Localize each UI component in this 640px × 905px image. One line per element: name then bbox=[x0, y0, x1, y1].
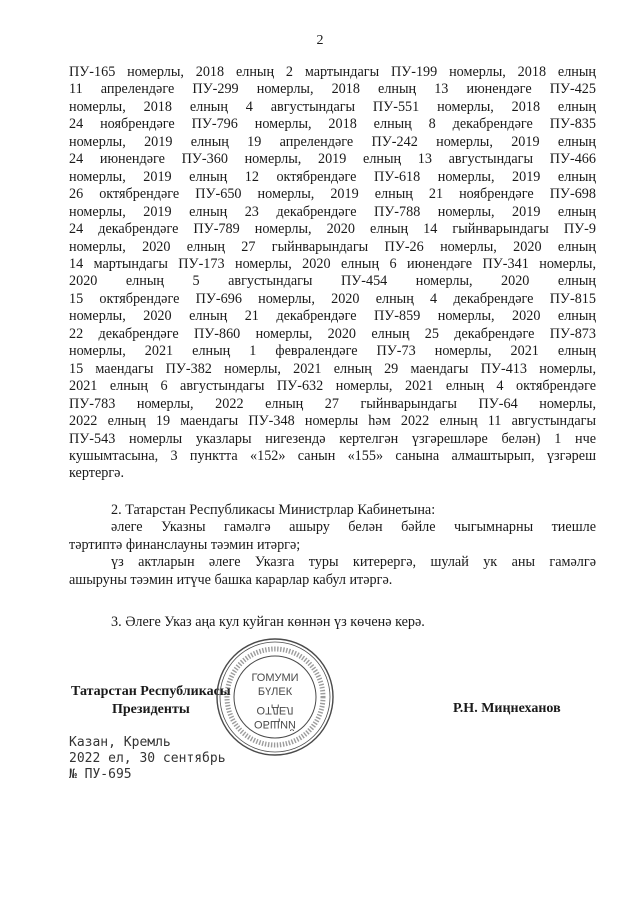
text-line: 24 июнендәге ПУ-360 номерлы, 2019 елның 13 августындагы ПУ-466 bbox=[69, 151, 596, 168]
text-line: номерлы, 2020 елның 21 декабрендәге ПУ-859 номерлы, 2020 елның bbox=[69, 308, 596, 325]
text-line: 15 октябрендәге ПУ-696 номерлы, 2020 елның 4 декабрендәге ПУ-815 bbox=[69, 290, 596, 307]
section-2-item-2-line-2: ашыруны тәэмин итүче башка карарлар кабул итәргә. bbox=[69, 571, 393, 588]
text-line: 2021 елның 6 августындагы ПУ-632 номерлы, 2021 елның 4 октябрендәге bbox=[69, 378, 596, 395]
date-line: 2022 ел, 30 сентябрь bbox=[69, 751, 226, 766]
seal-text-line-2: БҮЛЕК bbox=[257, 686, 293, 698]
signature-title-line-1: Татарстан Республикасы bbox=[71, 684, 231, 699]
text-line: ПУ-543 номерлы указлары нигезендә кертелгән үзгәрешләре белән) 1 нче bbox=[69, 430, 596, 447]
text-line: номерлы, 2019 елның 12 октябрендәге ПУ-618 номерлы, 2019 елның bbox=[69, 168, 596, 185]
text-line: номерлы, 2019 елның 19 апрелендәге ПУ-242 номерлы, 2019 елның bbox=[69, 133, 596, 150]
seal-mirrored-text bbox=[254, 704, 296, 731]
signature-title bbox=[71, 683, 231, 719]
signatory-name: Р.Н. Миңнеханов bbox=[453, 701, 561, 716]
page-number: 2 bbox=[316, 33, 324, 48]
decree-number: № ПУ-695 bbox=[69, 767, 132, 782]
text-line: номерлы, 2020 елның 27 гыйнварындагы ПУ-26 номерлы, 2020 елның bbox=[69, 238, 596, 255]
text-line: ПУ-783 номерлы, 2022 елның 27 гыйнварындагы ПУ-64 номерлы, bbox=[69, 395, 596, 412]
text-line: 2020 елның 5 августындагы ПУ-454 номерлы, 2020 елның bbox=[69, 273, 596, 290]
decree-paragraph bbox=[69, 64, 596, 483]
text-line: 22 декабрендәге ПУ-860 номерлы, 2020 елның 25 декабрендәге ПУ-873 bbox=[69, 325, 596, 342]
official-seal-stamp bbox=[214, 636, 336, 758]
text-line: 24 ноябрендәге ПУ-796 номерлы, 2018 елның 8 декабрендәге ПУ-835 bbox=[69, 116, 596, 133]
section-3-text: 3. Әлеге Указ аңа кул куйган көннән үз көченә керә. bbox=[111, 614, 425, 630]
section-3 bbox=[69, 614, 596, 631]
section-2-item-2-line-1: үз актларын әлеге Указга туры китерергә, шулай ук аны гамәлгә bbox=[111, 554, 596, 571]
text-line: номерлы, 2021 елның 1 февралендәге ПУ-73 номерлы, 2021 елның bbox=[69, 343, 596, 360]
text-line: номерлы, 2019 елның 23 декабрендәге ПУ-788 номерлы, 2019 елның bbox=[69, 203, 596, 220]
text-line: номерлы, 2018 елның 4 августындагы ПУ-551 номерлы, 2018 елның bbox=[69, 98, 596, 115]
text-line: кушымтасына, 3 пунктта «152» санын «155» санына алмаштырып, үзгәреш bbox=[69, 447, 596, 464]
section-2-item-1-line-1: әлеге Указны гамәлгә ашыру белән бәйле чыгымнарны тиешле bbox=[111, 519, 596, 536]
text-line: 14 мартындагы ПУ-173 номерлы, 2020 елның 6 июнендәге ПУ-341 номерлы, bbox=[69, 255, 596, 272]
text-line: 11 апрелендәге ПУ-299 номерлы, 2018 елның 13 июнендәге ПУ-425 bbox=[69, 81, 596, 98]
place-line: Казан, Кремль bbox=[69, 735, 171, 750]
seal-text-line-4: ОБЩИЙ bbox=[254, 718, 296, 730]
signature-title-line-2: Президенты bbox=[112, 702, 190, 717]
text-line: кертергә. bbox=[69, 465, 124, 482]
text-line: 2022 елның 19 маендагы ПУ-348 номерлы һәм 2022 елның 11 августындагы bbox=[69, 413, 596, 430]
section-2 bbox=[69, 502, 596, 589]
text-line: ПУ-165 номерлы, 2018 елның 2 мартындагы ПУ-199 номерлы, 2018 елның bbox=[69, 64, 596, 80]
text-line: 26 октябрендәге ПУ-650 номерлы, 2019 елның 21 ноябрендәге ПУ-698 bbox=[69, 186, 596, 203]
text-line: 15 маендагы ПУ-382 номерлы, 2021 елның 29 маендагы ПУ-413 номерлы, bbox=[69, 360, 596, 377]
seal-text-line-1: ГОМУМИ bbox=[251, 672, 299, 684]
section-2-heading: 2. Татарстан Республикасы Министрлар Кабинетына: bbox=[111, 502, 436, 518]
place-and-date bbox=[69, 735, 226, 783]
section-2-item-1-line-2: тәртиптә финанслауны тәэмин итәргә; bbox=[69, 536, 301, 553]
seal-text-line-3: ОТДЕЛ bbox=[256, 704, 294, 716]
text-line: 24 декабрендәге ПУ-789 номерлы, 2020 елның 14 гыйнварындагы ПУ-9 bbox=[69, 221, 596, 238]
